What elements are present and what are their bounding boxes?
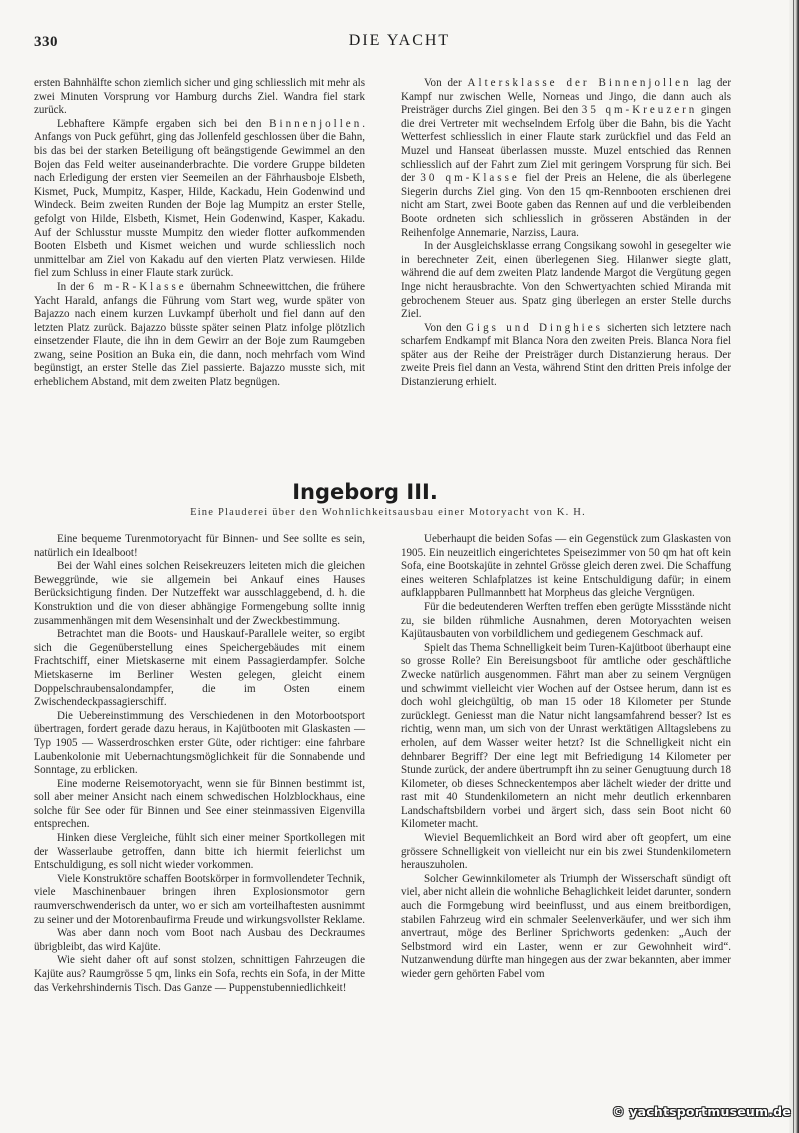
paragraph: Viele Konstruktöre schaffen Bootskörper in formvollendeter Technik, viele Maschinenbauer bringen ihren Explosionsmotor gern raumverschwenderisch da unter, wo er sich am vorteilhaftesten ausnimmt zu seiner und der Motorenbaufirma Freude und wirkungsvollster Reklame.: [34, 872, 366, 926]
paragraph-text: Lebhaftere Kämpfe ergaben sich bei den: [57, 117, 270, 130]
paragraph: Solcher Gewinnkilometer als Triumph der Wisserschaft sündigt oft viel, aber nicht allein die wohnliche Behaglichkeit leidet darunter, sondern auch die Formgebung wird beeinflusst, und aus einem breitbordigen, stabilen Fahrzeug wird ein schmaler Seelenverkäufer, und wer sich ihm anvertraut, möge des Berliner Sprichworts gedenken: „Auch der Selbstmord wird ein Laster, wenn er zur Gewohnheit wird“. Nutzanwendung dürfte man hingegen aus der zwar bekannten, aber immer wieder gern gehörten Fabel vom: [401, 872, 731, 980]
paragraph-text: sicherten sich letztere nach scharfem Endkampf mit Blanca Nora den zweiten Preis. Blanca Nora fiel später aus der Reihe der Preisträger durch Distanzierung heraus. Der zweite Preis fiel dann an Vesta, während Stint den dritten Preis infolge der Distanzierung erhielt.: [401, 321, 731, 389]
emphasized-class-name: 6 m-R-Klasse: [88, 280, 187, 293]
paragraph-text: übernahm Schneewittchen, die frühere Yacht Harald, anfangs die Führung vom Start weg, wurde später von Bajazzo nach einem kurzen Luvkampf überholt und fiel dann auf den letzten Platz zurück. Bajazzo büsste später seinen Platz infolge plötzlich einsetzender Flaute, die ihn in dem Gewirr an der Boje zum Raumgeben zwang, seine Position an Buka ein, die dann, noch mehrfach vom Wind begünstigt, an erster Stelle das Ziel passierte. Bajazzo musste sich, mit erheblichem Abstand, mit dem zweiten Platz begnügen.: [34, 280, 365, 389]
paragraph: [34, 118, 365, 281]
paragraph: [401, 240, 731, 322]
paragraph: Wieviel Bequemlichkeit an Bord wird aber oft geopfert, um eine grössere Schnelligkeit von vielleicht nur ein bis zwei Stundenkilometern herauszuholen.: [401, 832, 731, 872]
page-edge-shadow: [789, 0, 799, 1133]
paragraph: Die Uebereinstimmung des Verschiedenen in den Motorbootsport übertragen, fordert gerade dazu heraus, in Kajütbooten mit Glaskasten — Typ 1905 — Wasserdroschken erster Güte, oder richtiger: eine fahrbare Laubenkolonie mit Uebernachtungsmöglichkeit für die Sonnabende und Sonntage, zu erblicken.: [34, 709, 365, 777]
paragraph: Eine bequeme Turenmotoryacht für Binnen- und See sollte es sein, natürlich ein Idealboot!: [34, 533, 365, 559]
paragraph: Betrachtet man die Boots- und Hauskauf-Parallele weiter, so ergibt sich die Gegenüberstellung eines Speichergebäudes mit einem Frachtschiff, einer Mietskaserne mit einem Passagierdampfer. Solche Mietskaserne im Berliner Westen gelegen, gleicht einem Doppelschraubensalondampfer, die im Osten einem Zwischendeckpassagierschiff.: [34, 628, 365, 709]
page-number: 330: [34, 34, 58, 50]
paragraph-text: Von den: [424, 321, 467, 334]
paragraph-text: . Anfangs von Puck geführt, ging das Jollenfeld geschlossen über die Bahn, bis das bei der starken Beteiligung oft beängstigende Gewimmel an den Bojen das Feld weiter auseinanderbrachte. Die vordere Gruppe bildeten nach Erledigung der ersten vier Seemeilen an der Fährhausboje Elsbeth, Kismet, Puck, Mumpitz, Kasper, Hilde, Kackadu, Hein Godenwind und Windeck. Beim zweiten Runden der Boje lag Mumpitz an erster Stelle, gefolgt von Hilde, Elsbeth, Kismet, Hein Godenwind, Kasper, Kakadu. Auf der Schlusstur musste Mumpitz den wieder flotter aufkommenden Booten Elsbeth und Kismet weichen und wurde schliesslich noch unmittelbar am Ziel von Kakadu auf den vierten Platz verwiesen. Hilde fiel zum Schluss in einer Flaute stark zurück.: [34, 117, 365, 280]
paragraph: [34, 77, 365, 118]
emphasized-class-name: Gigs und Dinghies: [466, 321, 603, 334]
paragraph-text: In der: [57, 280, 89, 293]
race-report-right-column: [401, 77, 731, 390]
paragraph: Ueberhaupt die beiden Sofas — ein Gegenstück zum Glaskasten von 1905. Ein neuzeitlich eingerichtetes Speisezimmer von 50 qm hat oft kein Sofa, eine Bootskajüte in zehntel Grösse gleich deren zwei. Die Schaffung eines weiteren Schlafplatzes ist keine Entschuldigung dafür; in einem aufklappbaren Pullmannbett hat Morpheus das gleiche Vergnügen.: [401, 533, 731, 600]
paragraph: Spielt das Thema Schnelligkeit beim Turen-Kajütboot überhaupt eine so grosse Rolle? Ein Bereisungsboot für amtliche oder geschäftliche Zwecke natürlich ausgenommen. Fährt man aber zu seinem Vergnügen und schwimmt vielleicht vier Wochen auf der Ostsee herum, dann ist es doch wohl gleichgültig, ob man 15 oder 18 Kilometer per Stunde zurücklegt. Geniesst man die Natur nicht langsamfahrend besser? Ist es richtig, wenn man, um sich von der Unrast werktätigen Alltagslebens zu erholen, auf dem Wasser weiter hetzt? Ist die Schnelligkeit nicht ein dehnbarer Begriff? Der eine legt mit Befriedigung 14 Kilometer per Stunde zurück, der andere übertrumpft ihn zu seiner Genugtuung durch 18 Kilometer, ob dieses Schneckentempos aber lächelt wieder der dritte und rast mit 40 Stundenkilometern an nicht mehr deutlich erkennbaren Landschaftsbildern vorbei und ärgert sich, dass sein Boot nicht 60 Kilometer macht.: [401, 641, 731, 831]
paragraph: Was aber dann noch vom Boot nach Ausbau des Deckraumes übrigbleibt, das wird Kajüte.: [34, 927, 365, 953]
paragraph: Eine moderne Reisemotoryacht, wenn sie für Binnen bestimmt ist, soll aber meiner Ansicht nach einem schwedischen Holzblockhaus, eine solche für See oder für Binnen und See einer steinmassiven Eigenvilla entsprechen.: [34, 777, 365, 831]
emphasized-class-name: Binnenjollen: [269, 117, 363, 130]
article-right-column: [401, 533, 731, 982]
emphasized-class-name: 35 qm-Kreuzern: [581, 104, 698, 117]
paragraph-text: fiel der Preis an Helene, die als überlegene Siegerin durchs Ziel ging. Von den 15 qm-Rennbooten erschienen drei nicht am Start, zwei Boote gaben das Rennen auf und die verbleibenden Boote ordneten sich schliesslich in grösseren Abständen in der Reihenfolge Annemarie, Narziss, Laura.: [401, 172, 732, 239]
paragraph-text: In der Ausgleichsklasse errang Congsikang sowohl in gesegelter wie in berechneter Zeit, einen überlegenen Sieg. Hilanwer siegte glatt, während die auf dem zweiten Platz landende Margot die Vergütung gegen Inge nicht herausbrachte. Von den Schwertyachten schied Miranda mit gebrochenem Steuer aus. Spatz ging überlegen an erster Stelle durchs Ziel.: [401, 240, 731, 321]
paragraph: [401, 322, 731, 390]
paragraph: Für die bedeutenderen Werften treffen eben gerügte Missstände nicht zu, sie bilden rühmliche Ausnahmen, deren Motoryachten weisen Kajütausbauten von vorbildlichem und gediegenem Geschmack auf.: [401, 600, 731, 641]
article-subtitle: Eine Plauderei über den Wohnlichkeitsausbau einer Motoryacht von K. H.: [190, 507, 586, 518]
paragraph: [401, 77, 731, 240]
paragraph: Bei der Wahl eines solchen Reisekreuzers leiteten mich die gleichen Beweggründe, wie sie allgemein bei Ankauf eines Hauses Berücksichtigung finden. Der Nutzeffekt war ausschlaggebend, d. h. die Konstruktion und die von dieser abhängige Formengebung sollte innig zusammenhängen mit dem Wesensinhalt und der Zweckbestimmung.: [34, 560, 365, 627]
paragraph-text: gingen die drei Vertreter mit wechselndem Erfolg über die Bahn, bis die Yacht Wetterfest schliesslich in einer Flaute stark zurückfiel und das Feld an Muzel und Hanseat überlassen musste. Muzel entschied das Rennen schliesslich auf der Fahrt zum Ziel mit geringem Vorsprung für sich. Bei der: [401, 104, 731, 185]
paragraph-text: ersten Bahnhälfte schon ziemlich sicher und ging schliesslich mit mehr als zwei Minuten Vorsprung vor Hamburg durchs Ziel. Wandra fiel stark zurück.: [34, 77, 365, 117]
running-head: DIE YACHT: [348, 32, 451, 49]
emphasized-class-name: 30 qm-Klasse: [420, 172, 520, 185]
paragraph: Hinken diese Vergleiche, fühlt sich einer meiner Sportkollegen mit der Wasserlaube getroffen, dann bitte ich hiermit feierlichst um Entschuldigung, es soll nicht wieder vorkommen.: [34, 832, 365, 872]
paragraph-text: Von der: [424, 77, 468, 89]
race-report-left-column: [34, 77, 365, 390]
page-edge-line: [793, 0, 794, 1133]
paragraph: Wie sieht daher oft auf sonst stolzen, schnittigen Fahrzeugen die Kajüte aus? Raumgrösse 5 qm, links ein Sofa, rechts ein Sofa, in der Mitte das Verkehrshindernis Tisch. Das Ganze — Puppenstubenniedlichkeit!: [34, 954, 365, 994]
article-left-column: [34, 533, 365, 995]
article-title: Ingeborg III.: [292, 480, 438, 504]
emphasized-class-name: Altersklasse der Binnenjollen: [467, 77, 692, 89]
copyright-watermark: © yachtsportmuseum.de: [612, 1104, 791, 1119]
paragraph: [34, 281, 365, 390]
paragraph-text: lag der Kampf nur zwischen Welle, Norneas und Jingo, die dann auch als Preisträger durchs Ziel gingen. Bei den: [401, 77, 731, 117]
